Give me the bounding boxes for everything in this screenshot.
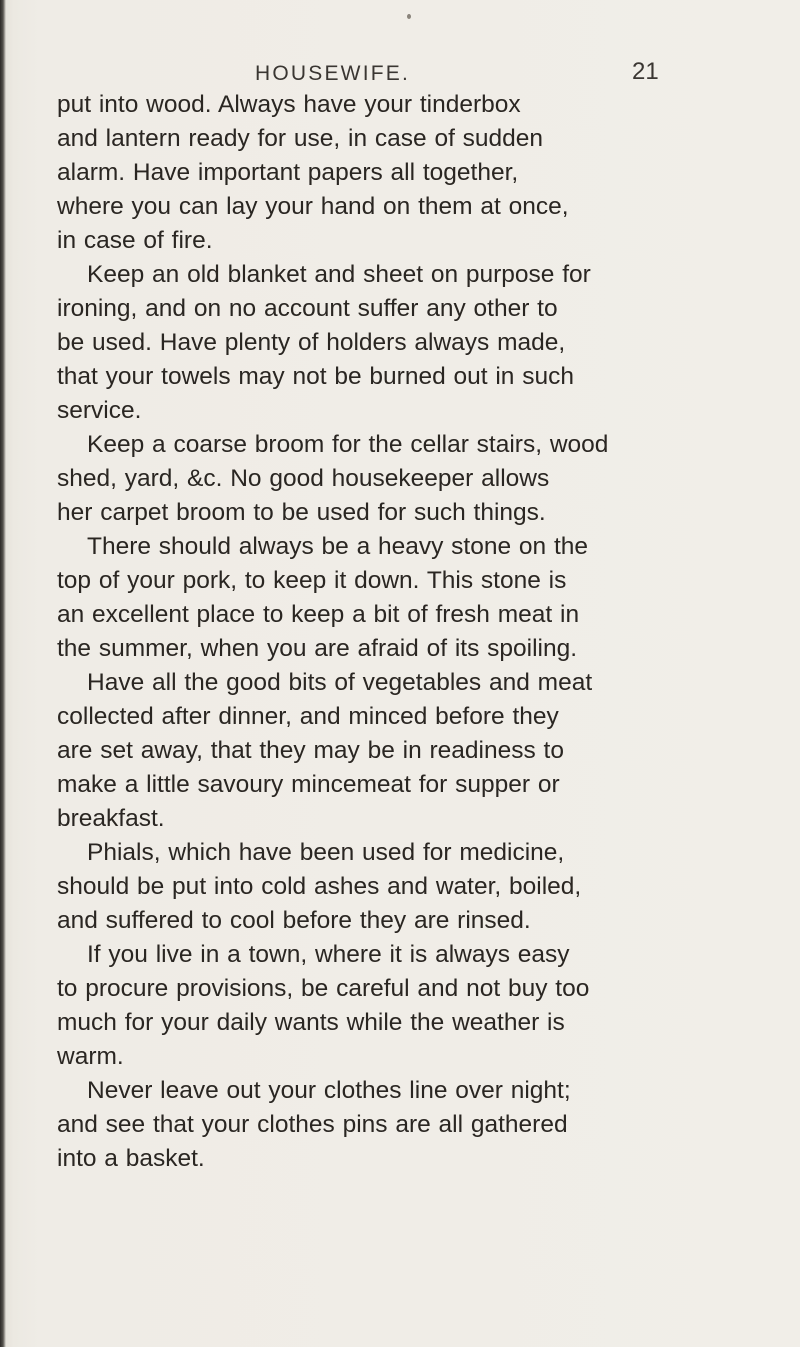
text-line: alarm. Have important papers all together, [57, 159, 519, 186]
text-line: her carpet broom to be used for such things. [57, 499, 546, 526]
text-line: make a little savoury mincemeat for supper or [57, 771, 560, 798]
text-line: be used. Have plenty of holders always made, [57, 329, 566, 356]
text-line: If you live in a town, where it is always easy [87, 941, 570, 968]
text-line: ironing, and on no account suffer any other to [57, 295, 558, 322]
text-line: put into wood. Always have your tinderbox [57, 91, 521, 118]
text-line: top of your pork, to keep it down. This stone is [57, 567, 567, 594]
text-line: much for your daily wants while the weather is [57, 1009, 565, 1036]
text-line: an excellent place to keep a bit of fresh meat in [57, 601, 580, 628]
text-line: breakfast. [57, 805, 165, 832]
text-line: and lantern ready for use, in case of sudden [57, 125, 544, 152]
text-line: where you can lay your hand on them at once, [57, 193, 569, 220]
page-header [0, 58, 800, 88]
text-line: Keep an old blanket and sheet on purpose for [87, 261, 591, 288]
text-line: should be put into cold ashes and water, boiled, [57, 873, 582, 900]
text-line: that your towels may not be burned out in such [57, 363, 574, 390]
text-line: Have all the good bits of vegetables and meat [87, 669, 593, 696]
text-line: in case of fire. [57, 227, 213, 254]
page-number: 21 [632, 58, 659, 85]
text-line: collected after dinner, and minced before they [57, 703, 559, 730]
page-binding-edge [0, 0, 6, 1347]
text-line: warm. [57, 1043, 124, 1070]
text-line: into a basket. [57, 1145, 205, 1172]
text-line: There should always be a heavy stone on the [87, 533, 589, 560]
text-line: and see that your clothes pins are all gathered [57, 1111, 568, 1138]
text-line: to procure provisions, be careful and not buy too [57, 975, 590, 1002]
text-line: Keep a coarse broom for the cellar stairs, wood [87, 431, 609, 458]
running-head: HOUSEWIFE. [255, 62, 411, 85]
text-line: are set away, that they may be in readiness to [57, 737, 564, 764]
text-line: the summer, when you are afraid of its spoiling. [57, 635, 578, 662]
text-line: Never leave out your clothes line over night; [87, 1077, 571, 1104]
text-line: service. [57, 397, 142, 424]
text-line: and suffered to cool before they are rinsed. [57, 907, 531, 934]
text-line: shed, yard, &c. No good housekeeper allows [57, 465, 550, 492]
ink-speck [407, 14, 411, 19]
text-line: Phials, which have been used for medicine, [87, 839, 565, 866]
